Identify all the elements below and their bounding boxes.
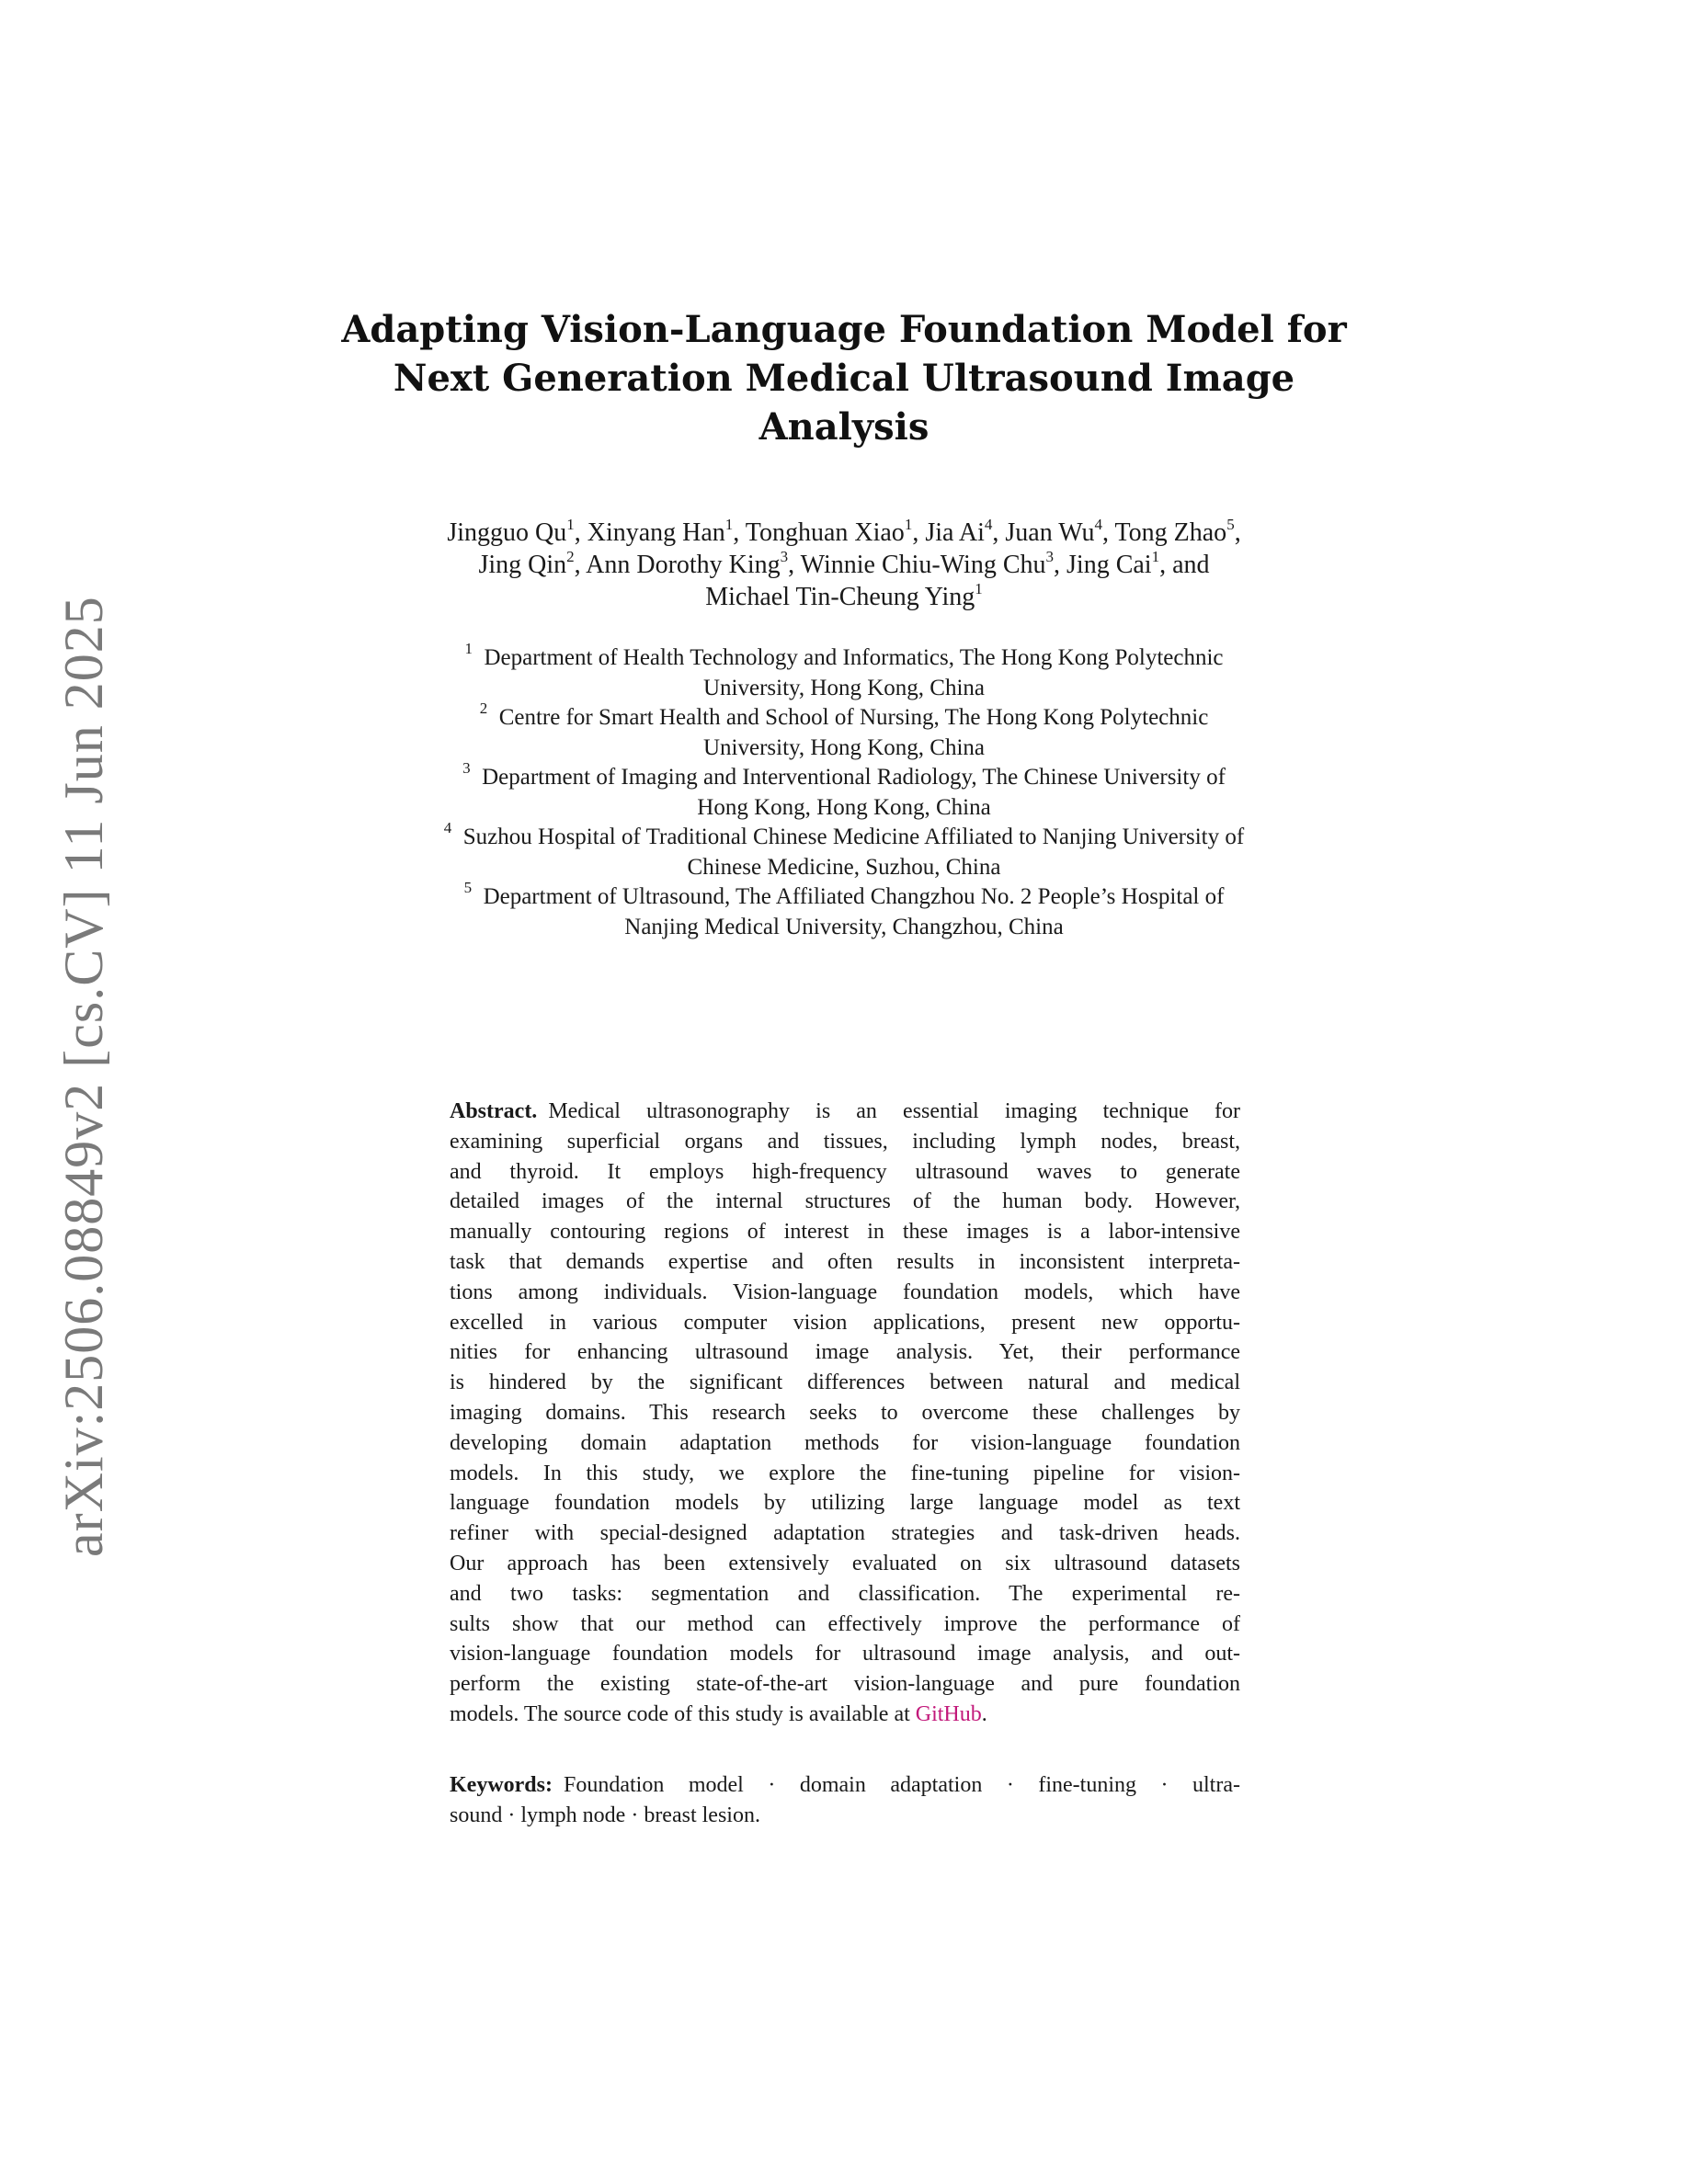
affiliation-entry bbox=[349, 819, 1339, 882]
affiliation-text: Department of Imaging and Interventional Radiology, The Chinese University of bbox=[482, 765, 1226, 790]
author-affiliation-marker: 3 bbox=[780, 548, 789, 565]
author-separator: , bbox=[912, 518, 926, 547]
abstract-line bbox=[450, 1610, 1240, 1640]
keywords-line bbox=[450, 1770, 1240, 1801]
abstract-text: Our approach has been extensively evaluated on six ultrasound datasets bbox=[450, 1551, 1240, 1575]
affiliation-text: Centre for Smart Health and School of Nursing, The Hong Kong Polytechnic bbox=[498, 705, 1209, 730]
affiliation-entry bbox=[349, 759, 1339, 823]
author-line bbox=[331, 517, 1357, 549]
abstract-text: imaging domains. This research seeks to overcome these challenges by bbox=[450, 1400, 1240, 1425]
author-name: Jing Cai bbox=[1066, 551, 1152, 579]
abstract-line bbox=[450, 1217, 1240, 1247]
author-affiliation-marker: 4 bbox=[984, 516, 993, 533]
abstract-line bbox=[450, 1337, 1240, 1368]
abstract-text: nities for enhancing ultrasound image analysis. Yet, their performance bbox=[450, 1340, 1240, 1365]
title-line: Next Generation Medical Ultrasound Image bbox=[393, 357, 1295, 400]
abstract-line bbox=[450, 1669, 1240, 1700]
author-separator: , bbox=[992, 518, 1006, 547]
author-separator: , bbox=[733, 518, 746, 547]
author-name: Winnie Chiu-Wing Chu bbox=[800, 551, 1046, 579]
affiliation-line bbox=[349, 819, 1339, 853]
affiliation-line bbox=[349, 793, 1339, 824]
affiliation-text: University, Hong Kong, China bbox=[703, 675, 985, 700]
abstract-line bbox=[450, 1579, 1240, 1610]
abstract-line bbox=[450, 1097, 1240, 1127]
affiliation-text: Department of Ultrasound, The Affiliated Changzhou No. 2 People’s Hospital of bbox=[483, 884, 1225, 909]
author-affiliation-marker: 2 bbox=[566, 548, 575, 565]
abstract-line bbox=[450, 1519, 1240, 1549]
affiliation-text: Chinese Medicine, Suzhou, China bbox=[687, 854, 1001, 880]
author-name: Jing Qin bbox=[478, 551, 567, 579]
affiliation-line bbox=[349, 879, 1339, 913]
author-separator: , bbox=[574, 518, 587, 547]
abstract-text: sults show that our method can effectively improve the performance of bbox=[450, 1611, 1240, 1636]
keywords-text: Foundation model · domain adaptation · fine-tuning · ultra- bbox=[563, 1773, 1240, 1797]
arxiv-identifier-stamp: arXiv:2506.08849v2 [cs.CV] 11 Jun 2025 bbox=[53, 596, 114, 1557]
affiliation-text: Hong Kong, Hong Kong, China bbox=[697, 794, 991, 820]
abstract-text: task that demands expertise and often results in inconsistent interpreta- bbox=[450, 1249, 1240, 1274]
abstract-label: Abstract. bbox=[450, 1099, 538, 1123]
author-affiliation-marker: 5 bbox=[1226, 516, 1235, 533]
abstract-text: models. The source code of this study is available at bbox=[450, 1701, 916, 1726]
keywords-line bbox=[450, 1801, 1240, 1831]
affiliation-entry bbox=[349, 640, 1339, 703]
affiliation-line bbox=[349, 759, 1339, 793]
author-separator: , bbox=[574, 551, 587, 579]
abstract-text: detailed images of the internal structures of the human body. However, bbox=[450, 1189, 1240, 1214]
abstract-text: Medical ultrasonography is an essential imaging technique for bbox=[548, 1099, 1240, 1123]
abstract-line bbox=[450, 1368, 1240, 1398]
abstract-text: examining superficial organs and tissues, including lymph nodes, breast, bbox=[450, 1129, 1240, 1154]
abstract-text: vision-language foundation models for ultrasound image analysis, and out- bbox=[450, 1642, 1240, 1666]
author-separator: , bbox=[788, 551, 801, 579]
affiliation-number: 4 bbox=[443, 819, 452, 836]
affiliation-text: Department of Health Technology and Informatics, The Hong Kong Polytechnic bbox=[484, 645, 1224, 670]
author-separator: , bbox=[1234, 518, 1241, 547]
author-name: Michael Tin-Cheung Ying bbox=[705, 583, 975, 611]
abstract-line bbox=[450, 1398, 1240, 1428]
abstract-text: refiner with special-designed adaptation strategies and task-driven heads. bbox=[450, 1521, 1240, 1546]
abstract bbox=[450, 1097, 1240, 1730]
title-line: Adapting Vision-Language Foundation Model for bbox=[341, 308, 1347, 351]
affiliation-line bbox=[349, 700, 1339, 734]
abstract-text: . bbox=[981, 1701, 987, 1726]
abstract-text: and two tasks: segmentation and classification. The experimental re- bbox=[450, 1581, 1240, 1606]
abstract-line bbox=[450, 1187, 1240, 1217]
author-affiliation-marker: 1 bbox=[904, 516, 913, 533]
affiliation-line bbox=[349, 674, 1339, 704]
keywords bbox=[450, 1770, 1240, 1831]
affiliation-text: Suzhou Hospital of Traditional Chinese Medicine Affiliated to Nanjing University of bbox=[462, 825, 1245, 849]
author-separator: , and bbox=[1159, 551, 1210, 579]
abstract-line bbox=[450, 1247, 1240, 1278]
abstract-text: tions among individuals. Vision-language foundation models, which have bbox=[450, 1280, 1240, 1304]
abstract-line bbox=[450, 1127, 1240, 1157]
paper-title bbox=[331, 305, 1357, 451]
author-affiliation-marker: 1 bbox=[1151, 548, 1160, 565]
affiliation-entry bbox=[349, 700, 1339, 763]
abstract-line bbox=[450, 1488, 1240, 1519]
affiliation-entry bbox=[349, 879, 1339, 942]
abstract-text: language foundation models by utilizing large language model as text bbox=[450, 1491, 1240, 1516]
author-name: Jia Ai bbox=[925, 518, 985, 547]
abstract-line bbox=[450, 1549, 1240, 1579]
abstract-text: models. In this study, we explore the fine-tuning pipeline for vision- bbox=[450, 1461, 1240, 1485]
keywords-label: Keywords: bbox=[450, 1773, 553, 1797]
affiliation-number: 1 bbox=[464, 640, 473, 657]
affiliation-list bbox=[349, 640, 1339, 942]
abstract-text: excelled in various computer vision applications, present new opportu- bbox=[450, 1310, 1240, 1335]
author-line bbox=[331, 581, 1357, 613]
abstract-text: perform the existing state-of-the-art vision-language and pure foundation bbox=[450, 1672, 1240, 1697]
author-list bbox=[331, 517, 1357, 613]
author-name: Juan Wu bbox=[1005, 518, 1095, 547]
affiliation-number: 5 bbox=[463, 879, 473, 896]
github-link[interactable]: GitHub bbox=[915, 1701, 982, 1726]
author-name: Ann Dorothy King bbox=[586, 551, 781, 579]
abstract-text: manually contouring regions of interest in these images is a labor-intensive bbox=[450, 1220, 1240, 1245]
affiliation-line bbox=[349, 913, 1339, 943]
abstract-line bbox=[450, 1157, 1240, 1188]
author-name: Tong Zhao bbox=[1114, 518, 1227, 547]
abstract-line bbox=[450, 1278, 1240, 1308]
affiliation-text: Nanjing Medical University, Changzhou, China bbox=[624, 914, 1064, 939]
author-affiliation-marker: 1 bbox=[975, 580, 983, 597]
abstract-text: and thyroid. It employs high-frequency ultrasound waves to generate bbox=[450, 1159, 1240, 1184]
author-name: Xinyang Han bbox=[587, 518, 725, 547]
abstract-line bbox=[450, 1428, 1240, 1459]
author-separator: , bbox=[1054, 551, 1067, 579]
author-affiliation-marker: 4 bbox=[1094, 516, 1102, 533]
affiliation-line bbox=[349, 853, 1339, 883]
title-line: Analysis bbox=[758, 405, 930, 449]
affiliation-number: 2 bbox=[479, 700, 488, 717]
author-affiliation-marker: 3 bbox=[1045, 548, 1055, 565]
keywords-text: sound · lymph node · breast lesion. bbox=[450, 1803, 760, 1827]
affiliation-line bbox=[349, 734, 1339, 764]
affiliation-number: 3 bbox=[462, 759, 471, 777]
abstract-line bbox=[450, 1459, 1240, 1489]
author-separator: , bbox=[1102, 518, 1115, 547]
author-affiliation-marker: 1 bbox=[566, 516, 575, 533]
affiliation-line bbox=[349, 640, 1339, 674]
abstract-text: is hindered by the significant differences between natural and medical bbox=[450, 1371, 1240, 1395]
affiliation-text: University, Hong Kong, China bbox=[703, 734, 985, 760]
author-line bbox=[331, 549, 1357, 581]
author-name: Tonghuan Xiao bbox=[745, 518, 905, 547]
abstract-text: developing domain adaptation methods for vision-language foundation bbox=[450, 1430, 1240, 1455]
author-affiliation-marker: 1 bbox=[724, 516, 734, 533]
abstract-line bbox=[450, 1639, 1240, 1669]
author-name: Jingguo Qu bbox=[447, 518, 567, 547]
abstract-line bbox=[450, 1700, 1240, 1730]
abstract-line bbox=[450, 1308, 1240, 1338]
